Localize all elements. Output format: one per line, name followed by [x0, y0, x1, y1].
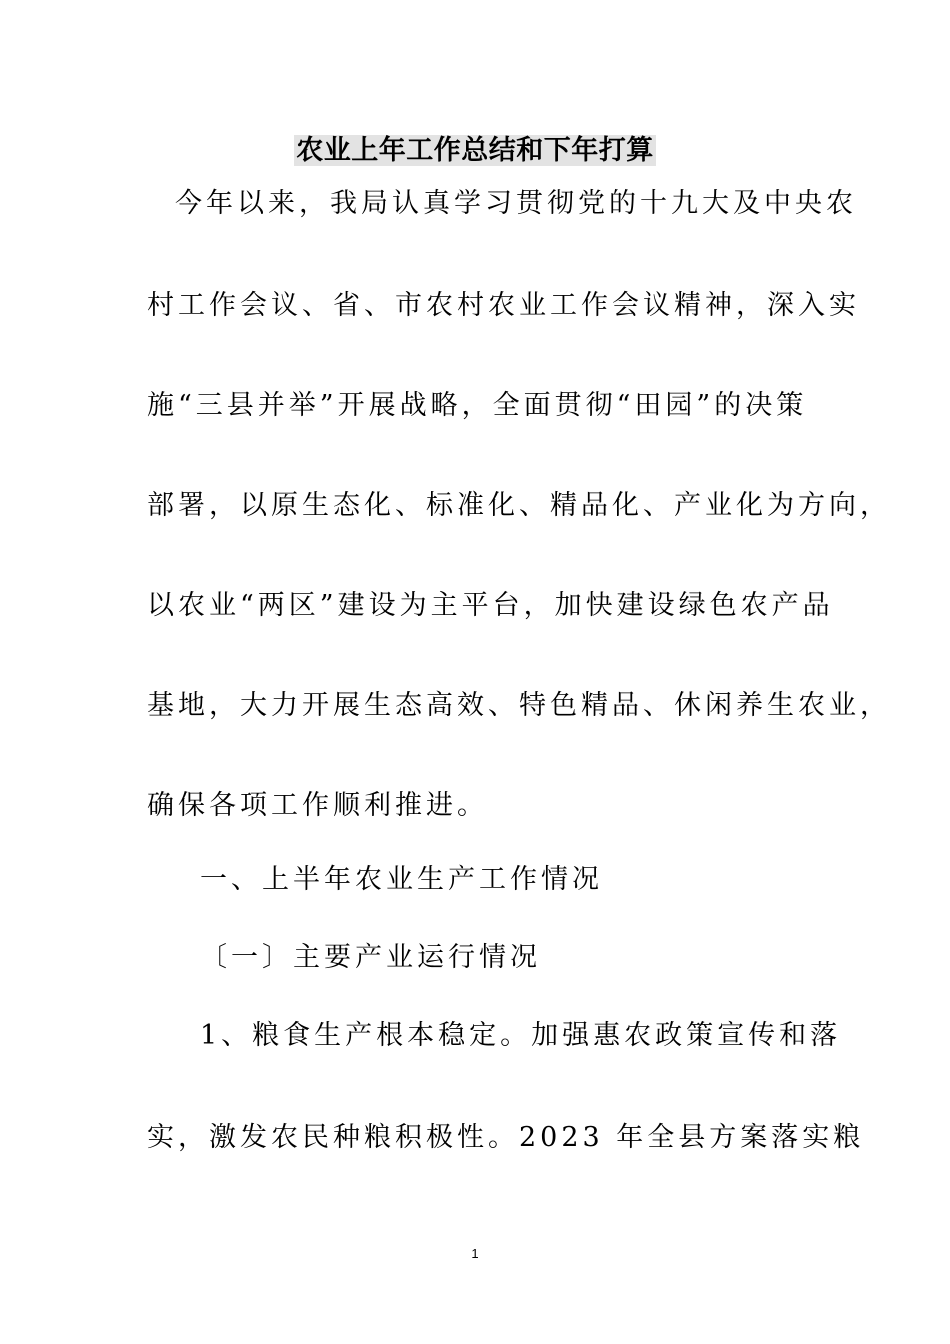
paragraph-line: 部署，以原生态化、标准化、精品化、产业化为方向， [147, 490, 891, 521]
document-title: 农业上年工作总结和下年打算 [296, 135, 654, 166]
paragraph-line: 实，激发农民种粮积极性。2023 年全县方案落实粮 [147, 1122, 865, 1153]
page-number: 1 [471, 1246, 479, 1261]
paragraph-line: 施“三县并举”开展战略，全面贯彻“田园”的决策 [147, 390, 808, 421]
paragraph-line: 1、粮食生产根本稳定。加强惠农政策宣传和落 [200, 1020, 842, 1051]
paragraph-line: 确保各项工作顺利推进。 [147, 790, 488, 821]
paragraph-line: 以农业“两区”建设为主平台，加快建设绿色农产品 [147, 590, 834, 621]
section-heading: 一、上半年农业生产工作情况 [200, 864, 603, 895]
paragraph-line: 基地，大力开展生态高效、特色精品、休闲养生农业， [147, 690, 891, 721]
paragraph-line: 村工作会议、省、市农村农业工作会议精神，深入实 [147, 290, 860, 321]
paragraph-line: 今年以来，我局认真学习贯彻党的十九大及中央农 [175, 188, 857, 219]
subsection-heading: 〔一〕主要产业运行情况 [200, 942, 541, 973]
